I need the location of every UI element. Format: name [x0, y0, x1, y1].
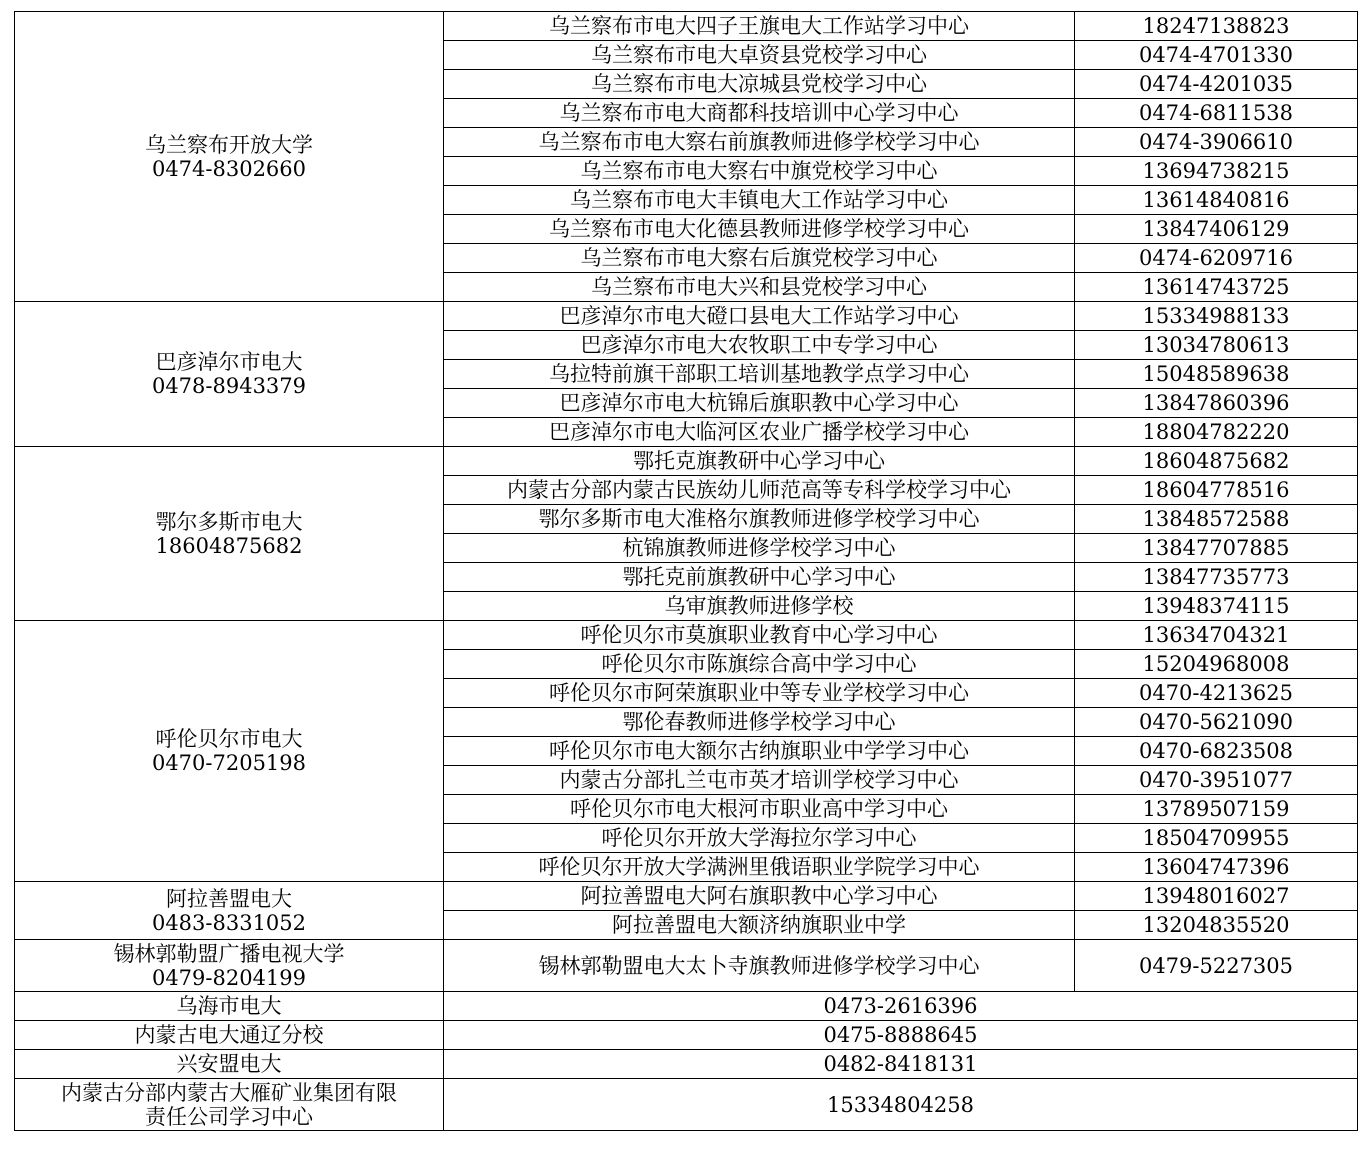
center-phone: 0482-8418131 [444, 1050, 1358, 1079]
study-center-phone: 15334988133 [1075, 302, 1358, 331]
study-center-phone: 0474-4201035 [1075, 70, 1358, 99]
study-center-name: 鄂托克旗教研中心学习中心 [444, 447, 1075, 476]
study-center-phone: 0470-4213625 [1075, 679, 1358, 708]
center-phone: 15334804258 [444, 1079, 1358, 1131]
center-cell [15, 1021, 444, 1050]
study-center-name: 鄂伦春教师进修学校学习中心 [444, 708, 1075, 737]
center-cell [15, 302, 444, 447]
study-center-name: 呼伦贝尔市电大额尔古纳旗职业中学学习中心 [444, 737, 1075, 766]
study-center-name: 阿拉善盟电大阿右旗职教中心学习中心 [444, 882, 1075, 911]
study-center-phone: 18804782220 [1075, 418, 1358, 447]
study-center-phone: 13694738215 [1075, 157, 1358, 186]
center-name: 内蒙古分部内蒙古大雁矿业集团有限 [61, 1080, 397, 1105]
table-row [15, 447, 1358, 476]
study-center-name: 锡林郭勒盟电大太卜寺旗教师进修学校学习中心 [444, 940, 1075, 992]
study-center-name: 乌兰察布市电大卓资县党校学习中心 [444, 41, 1075, 70]
table-row [15, 1079, 1358, 1131]
study-center-phone: 0470-6823508 [1075, 737, 1358, 766]
study-center-name: 鄂托克前旗教研中心学习中心 [444, 563, 1075, 592]
study-center-name: 乌兰察布市电大兴和县党校学习中心 [444, 273, 1075, 302]
center-cell [15, 12, 444, 302]
study-center-phone: 18504709955 [1075, 824, 1358, 853]
table-row [15, 1021, 1358, 1050]
study-center-phone: 13614743725 [1075, 273, 1358, 302]
center-phone: 0475-8888645 [444, 1021, 1358, 1050]
study-center-phone: 18604778516 [1075, 476, 1358, 505]
study-center-phone: 13848572588 [1075, 505, 1358, 534]
study-center-phone: 13948374115 [1075, 592, 1358, 621]
study-center-name: 阿拉善盟电大额济纳旗职业中学 [444, 911, 1075, 940]
study-center-name: 呼伦贝尔市陈旗综合高中学习中心 [444, 650, 1075, 679]
center-cell [15, 1079, 444, 1131]
study-center-name: 呼伦贝尔开放大学满洲里俄语职业学院学习中心 [444, 853, 1075, 882]
study-center-phone: 18604875682 [1075, 447, 1358, 476]
study-center-name: 乌兰察布市电大凉城县党校学习中心 [444, 70, 1075, 99]
study-center-name: 呼伦贝尔开放大学海拉尔学习中心 [444, 824, 1075, 853]
center-line: 0474-8302660 [151, 156, 307, 181]
study-center-name: 巴彦淖尔市电大磴口县电大工作站学习中心 [444, 302, 1075, 331]
study-center-phone: 0470-5621090 [1075, 708, 1358, 737]
center-cell [15, 882, 444, 940]
study-center-name: 乌兰察布市电大察右前旗教师进修学校学习中心 [444, 128, 1075, 157]
study-center-phone: 13204835520 [1075, 911, 1358, 940]
center-phone: 0473-2616396 [444, 992, 1358, 1021]
table-row [15, 940, 1358, 992]
study-center-name: 呼伦贝尔市莫旗职业教育中心学习中心 [444, 621, 1075, 650]
study-center-name: 乌兰察布市电大察右后旗党校学习中心 [444, 244, 1075, 273]
table-row [15, 12, 1358, 41]
study-center-phone: 0474-4701330 [1075, 41, 1358, 70]
study-center-phone: 13034780613 [1075, 331, 1358, 360]
study-center-phone: 0474-6209716 [1075, 244, 1358, 273]
learning-center-table [14, 11, 1358, 1131]
study-center-name: 乌审旗教师进修学校 [444, 592, 1075, 621]
center-name: 巴彦淖尔市电大 [155, 350, 303, 374]
study-center-name: 呼伦贝尔市阿荣旗职业中等专业学校学习中心 [444, 679, 1075, 708]
table-row [15, 621, 1358, 650]
table-body [15, 12, 1358, 1131]
center-line: 18604875682 [155, 533, 303, 558]
center-name: 呼伦贝尔市电大 [155, 727, 303, 751]
study-center-name: 巴彦淖尔市电大农牧职工中专学习中心 [444, 331, 1075, 360]
study-center-name: 乌兰察布市电大丰镇电大工作站学习中心 [444, 186, 1075, 215]
study-center-phone: 0474-6811538 [1075, 99, 1358, 128]
center-cell [15, 1050, 444, 1079]
study-center-phone: 13789507159 [1075, 795, 1358, 824]
study-center-name: 乌兰察布市电大化德县教师进修学校学习中心 [444, 215, 1075, 244]
study-center-phone: 13948016027 [1075, 882, 1358, 911]
study-center-phone: 13847735773 [1075, 563, 1358, 592]
study-center-name: 内蒙古分部扎兰屯市英才培训学校学习中心 [444, 766, 1075, 795]
study-center-phone: 0470-3951077 [1075, 766, 1358, 795]
study-center-name: 乌兰察布市电大察右中旗党校学习中心 [444, 157, 1075, 186]
table-row [15, 302, 1358, 331]
study-center-phone: 13847406129 [1075, 215, 1358, 244]
center-name: 锡林郭勒盟广播电视大学 [113, 941, 345, 966]
table-row [15, 992, 1358, 1021]
study-center-phone: 15048589638 [1075, 360, 1358, 389]
study-center-name: 乌兰察布市电大商都科技培训中心学习中心 [444, 99, 1075, 128]
center-line: 责任公司学习中心 [145, 1104, 313, 1129]
study-center-phone: 13847860396 [1075, 389, 1358, 418]
center-cell [15, 447, 444, 621]
study-center-name: 巴彦淖尔市电大临河区农业广播学校学习中心 [444, 418, 1075, 447]
study-center-phone: 13634704321 [1075, 621, 1358, 650]
study-center-name: 乌拉特前旗干部职工培训基地教学点学习中心 [444, 360, 1075, 389]
study-center-phone: 0479-5227305 [1075, 940, 1358, 992]
study-center-name: 内蒙古分部内蒙古民族幼儿师范高等专科学校学习中心 [444, 476, 1075, 505]
study-center-phone: 18247138823 [1075, 12, 1358, 41]
center-line: 0470-7205198 [151, 751, 307, 775]
center-cell [15, 621, 444, 882]
study-center-name: 巴彦淖尔市电大杭锦后旗职教中心学习中心 [444, 389, 1075, 418]
study-center-phone: 13614840816 [1075, 186, 1358, 215]
study-center-phone: 13847707885 [1075, 534, 1358, 563]
center-name: 兴安盟电大 [176, 1052, 282, 1076]
center-name: 鄂尔多斯市电大 [155, 509, 303, 534]
center-name: 乌兰察布开放大学 [145, 132, 313, 157]
study-center-phone: 15204968008 [1075, 650, 1358, 679]
center-name: 阿拉善盟电大 [166, 886, 292, 911]
table-row [15, 1050, 1358, 1079]
study-center-phone: 0474-3906610 [1075, 128, 1358, 157]
center-line: 0478-8943379 [151, 374, 307, 398]
study-center-name: 鄂尔多斯市电大准格尔旗教师进修学校学习中心 [444, 505, 1075, 534]
study-center-name: 杭锦旗教师进修学校学习中心 [444, 534, 1075, 563]
study-center-name: 乌兰察布市电大四子王旗电大工作站学习中心 [444, 12, 1075, 41]
study-center-phone: 13604747396 [1075, 853, 1358, 882]
center-cell [15, 940, 444, 992]
center-line: 0479-8204199 [151, 965, 307, 990]
table-row [15, 882, 1358, 911]
center-name: 内蒙古电大通辽分校 [134, 1023, 324, 1047]
center-name: 乌海市电大 [176, 994, 282, 1018]
center-cell [15, 992, 444, 1021]
study-center-name: 呼伦贝尔市电大根河市职业高中学习中心 [444, 795, 1075, 824]
center-line: 0483-8331052 [151, 910, 307, 935]
